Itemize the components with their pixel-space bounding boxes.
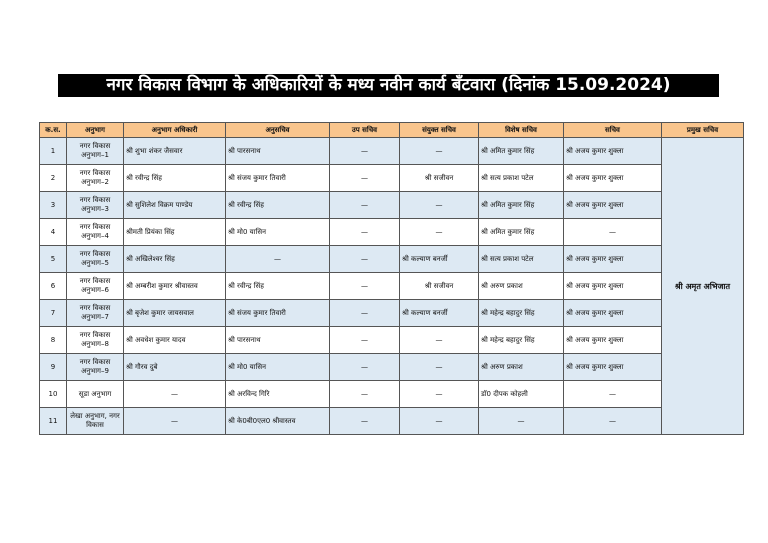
cell-sanyukt-sachiv: — <box>400 219 479 246</box>
cell-sn: 7 <box>40 300 67 327</box>
table-row <box>40 300 744 327</box>
cell-sachiv: — <box>564 219 662 246</box>
col-header-adhikari: अनुभाग अधिकारी <box>124 123 226 138</box>
cell-adhikari: श्री शुभा शंकर जैसवार <box>124 138 226 165</box>
header-row <box>40 123 744 138</box>
cell-pramukh-sachiv: श्री अमृत अभिजात <box>662 138 744 435</box>
table-row <box>40 165 744 192</box>
cell-sachiv: श्री अजय कुमार शुक्ला <box>564 138 662 165</box>
cell-sanyukt-sachiv: — <box>400 327 479 354</box>
cell-sanyukt-sachiv: श्री सजीवन <box>400 165 479 192</box>
cell-sn: 4 <box>40 219 67 246</box>
cell-anubhag: नगर विकास अनुभाग–6 <box>67 273 124 300</box>
cell-anusachiv: श्री संजय कुमार तिवारी <box>226 300 330 327</box>
cell-sanyukt-sachiv: श्री कल्याण बनर्जी <box>400 246 479 273</box>
cell-anusachiv: श्री मो0 यासिन <box>226 219 330 246</box>
cell-sn: 10 <box>40 381 67 408</box>
col-header-up-sachiv: उप सचिव <box>330 123 400 138</box>
cell-adhikari: श्री अवधेश कुमार यादव <box>124 327 226 354</box>
cell-sachiv: — <box>564 381 662 408</box>
table-row <box>40 138 744 165</box>
cell-sanyukt-sachiv: श्री कल्याण बनर्जी <box>400 300 479 327</box>
cell-vishesh-sachiv: श्री अरुण प्रकाश <box>479 354 564 381</box>
col-header-sn: क.स. <box>40 123 67 138</box>
cell-anubhag: नगर विकास अनुभाग–1 <box>67 138 124 165</box>
cell-anubhag: लेखा अनुभाग, नगर विकास <box>67 408 124 435</box>
cell-up-sachiv: — <box>330 246 400 273</box>
cell-anusachiv: श्री रवीन्द्र सिंह <box>226 273 330 300</box>
table-row <box>40 219 744 246</box>
cell-sachiv: श्री अजय कुमार शुक्ला <box>564 273 662 300</box>
cell-anubhag: नगर विकास अनुभाग–2 <box>67 165 124 192</box>
cell-anubhag: नगर विकास अनुभाग–7 <box>67 300 124 327</box>
cell-sanyukt-sachiv: — <box>400 354 479 381</box>
col-header-anubhag: अनुभाग <box>67 123 124 138</box>
cell-anubhag: नगर विकास अनुभाग–3 <box>67 192 124 219</box>
cell-anubhag: नगर विकास अनुभाग–9 <box>67 354 124 381</box>
cell-sn: 6 <box>40 273 67 300</box>
cell-vishesh-sachiv: श्री अमित कुमार सिंह <box>479 192 564 219</box>
cell-up-sachiv: — <box>330 273 400 300</box>
cell-adhikari: श्री बृजेश कुमार जायसवाल <box>124 300 226 327</box>
cell-vishesh-sachiv: डॉ0 दीपक कोहली <box>479 381 564 408</box>
cell-anusachiv: श्री अरविन्द गिरि <box>226 381 330 408</box>
cell-sn: 1 <box>40 138 67 165</box>
col-header-vishesh-sachiv: विशेष सचिव <box>479 123 564 138</box>
cell-sachiv: श्री अजय कुमार शुक्ला <box>564 165 662 192</box>
cell-up-sachiv: — <box>330 192 400 219</box>
cell-sn: 9 <box>40 354 67 381</box>
cell-vishesh-sachiv: — <box>479 408 564 435</box>
table-row <box>40 273 744 300</box>
cell-adhikari: श्री गौरव दुबे <box>124 354 226 381</box>
cell-sanyukt-sachiv: — <box>400 408 479 435</box>
cell-sn: 8 <box>40 327 67 354</box>
cell-sachiv: श्री अजय कुमार शुक्ला <box>564 300 662 327</box>
cell-sachiv: श्री अजय कुमार शुक्ला <box>564 192 662 219</box>
cell-adhikari: — <box>124 408 226 435</box>
cell-up-sachiv: — <box>330 381 400 408</box>
cell-anubhag: नगर विकास अनुभाग–4 <box>67 219 124 246</box>
cell-anusachiv: श्री संजय कुमार तिवारी <box>226 165 330 192</box>
cell-vishesh-sachiv: श्री महेन्द्र बहादुर सिंह <box>479 327 564 354</box>
table-row <box>40 381 744 408</box>
cell-sachiv: श्री अजय कुमार शुक्ला <box>564 327 662 354</box>
cell-sachiv: श्री अजय कुमार शुक्ला <box>564 246 662 273</box>
cell-sn: 2 <box>40 165 67 192</box>
cell-sn: 11 <box>40 408 67 435</box>
col-header-anusachiv: अनुसचिव <box>226 123 330 138</box>
table-row <box>40 327 744 354</box>
cell-adhikari: श्री रवीन्द्र सिंह <box>124 165 226 192</box>
cell-sachiv: श्री अजय कुमार शुक्ला <box>564 354 662 381</box>
cell-anusachiv: श्री मो0 यासिन <box>226 354 330 381</box>
cell-anubhag: सूडा अनुभाग <box>67 381 124 408</box>
cell-adhikari: श्रीमती प्रियंका सिंह <box>124 219 226 246</box>
cell-vishesh-sachiv: श्री महेन्द्र बहादुर सिंह <box>479 300 564 327</box>
cell-vishesh-sachiv: श्री अमित कुमार सिंह <box>479 219 564 246</box>
col-header-sanyukt-sachiv: संयुक्त सचिव <box>400 123 479 138</box>
cell-sanyukt-sachiv: — <box>400 381 479 408</box>
cell-adhikari: श्री सुशिलेश विक्रम पाण्डेय <box>124 192 226 219</box>
cell-anusachiv: श्री रवीन्द्र सिंह <box>226 192 330 219</box>
cell-anubhag: नगर विकास अनुभाग–8 <box>67 327 124 354</box>
cell-up-sachiv: — <box>330 138 400 165</box>
table-row <box>40 408 744 435</box>
cell-sanyukt-sachiv: — <box>400 138 479 165</box>
cell-vishesh-sachiv: श्री अरुण प्रकाश <box>479 273 564 300</box>
cell-sn: 3 <box>40 192 67 219</box>
cell-adhikari: श्री अखिलेश्वर सिंह <box>124 246 226 273</box>
allocation-table <box>39 122 744 435</box>
cell-up-sachiv: — <box>330 354 400 381</box>
cell-sachiv: — <box>564 408 662 435</box>
cell-anubhag: नगर विकास अनुभाग–5 <box>67 246 124 273</box>
cell-vishesh-sachiv: श्री सत्य प्रकाश पटेल <box>479 246 564 273</box>
col-header-pramukh-sachiv: प्रमुख सचिव <box>662 123 744 138</box>
col-header-sachiv: सचिव <box>564 123 662 138</box>
cell-up-sachiv: — <box>330 327 400 354</box>
cell-up-sachiv: — <box>330 165 400 192</box>
cell-up-sachiv: — <box>330 219 400 246</box>
cell-up-sachiv: — <box>330 408 400 435</box>
table-row <box>40 192 744 219</box>
cell-adhikari: — <box>124 381 226 408</box>
cell-anusachiv: — <box>226 246 330 273</box>
page-title: नगर विकास विभाग के अधिकारियों के मध्य नवीन कार्य बँटवारा (दिनांक 15.09.2024) <box>58 74 719 97</box>
cell-anusachiv: श्री पारसनाथ <box>226 327 330 354</box>
table-row <box>40 246 744 273</box>
cell-vishesh-sachiv: श्री अमित कुमार सिंह <box>479 138 564 165</box>
cell-adhikari: श्री अम्बरीश कुमार श्रीवास्तव <box>124 273 226 300</box>
cell-sn: 5 <box>40 246 67 273</box>
cell-anusachiv: श्री पारसनाथ <box>226 138 330 165</box>
cell-vishesh-sachiv: श्री सत्य प्रकाश पटेल <box>479 165 564 192</box>
cell-up-sachiv: — <box>330 300 400 327</box>
cell-anusachiv: श्री के0बी0एल0 श्रीवास्तव <box>226 408 330 435</box>
table-row <box>40 354 744 381</box>
cell-sanyukt-sachiv: श्री सजीवन <box>400 273 479 300</box>
cell-sanyukt-sachiv: — <box>400 192 479 219</box>
